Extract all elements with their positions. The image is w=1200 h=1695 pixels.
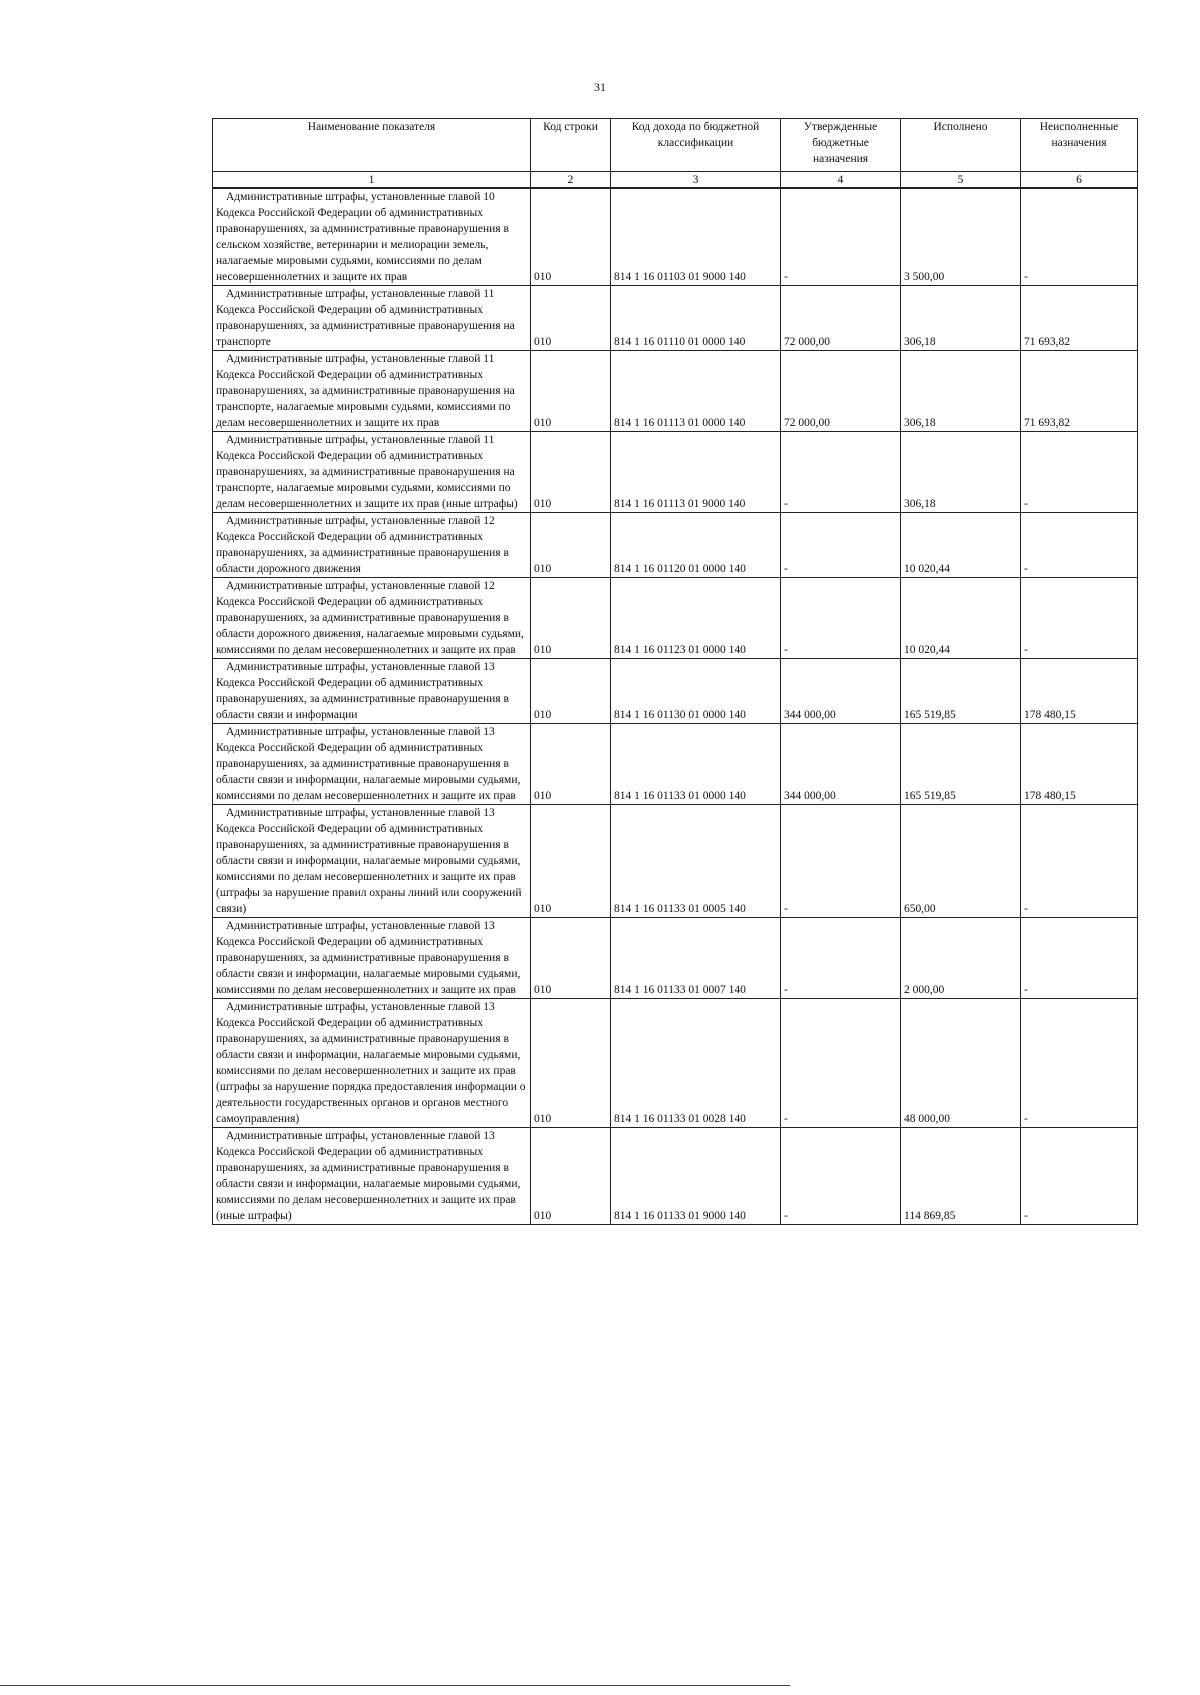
income-code: 814 1 16 01133 01 0000 140 [611,724,781,805]
header-row [213,119,1138,172]
column-number: 6 [1021,172,1138,189]
approved-amount: - [781,918,901,999]
line-code: 010 [531,805,611,918]
table-row [213,286,1138,351]
executed-amount: 48 000,00 [901,999,1021,1128]
income-code: 814 1 16 01110 01 0000 140 [611,286,781,351]
line-code: 010 [531,188,611,286]
income-code: 814 1 16 01133 01 0005 140 [611,805,781,918]
indicator-name: Административные штрафы, установленные главой 11 Кодекса Российской Федерации об административных правонарушениях, за административные правонарушения на транспорте, налагаемые мировыми судьями, комиссиями по делам несовершеннолетних и защите их прав [213,351,531,432]
indicator-name: Административные штрафы, установленные главой 13 Кодекса Российской Федерации об административных правонарушениях, за административные правонарушения в области связи и информации, налагаемые мировыми судьями, комиссиями по делам несовершеннолетних и защите их прав [213,724,531,805]
indicator-name: Административные штрафы, установленные главой 13 Кодекса Российской Федерации об административных правонарушениях, за административные правонарушения в области связи и информации [213,659,531,724]
approved-amount: 72 000,00 [781,351,901,432]
table-row [213,724,1138,805]
executed-amount: 10 020,44 [901,578,1021,659]
column-number: 3 [611,172,781,189]
indicator-name: Административные штрафы, установленные главой 12 Кодекса Российской Федерации об административных правонарушениях, за административные правонарушения в области дорожного движения [213,513,531,578]
approved-amount: - [781,432,901,513]
unexecuted-amount: 178 480,15 [1021,659,1138,724]
unexecuted-amount: - [1021,805,1138,918]
line-code: 010 [531,724,611,805]
approved-amount: - [781,805,901,918]
column-number: 1 [213,172,531,189]
income-code: 814 1 16 01133 01 9000 140 [611,1128,781,1225]
approved-amount: 72 000,00 [781,286,901,351]
income-code: 814 1 16 01113 01 0000 140 [611,351,781,432]
executed-amount: 165 519,85 [901,659,1021,724]
income-code: 814 1 16 01103 01 9000 140 [611,188,781,286]
executed-amount: 650,00 [901,805,1021,918]
unexecuted-amount: 71 693,82 [1021,351,1138,432]
indicator-name: Административные штрафы, установленные главой 13 Кодекса Российской Федерации об административных правонарушениях, за административные правонарушения в области связи и информации, налагаемые мировыми судьями, комиссиями по делам несовершеннолетних и защите их прав (штрафы за нарушение правил охраны линий или сооружений связи) [213,805,531,918]
executed-amount: 3 500,00 [901,188,1021,286]
unexecuted-amount: - [1021,999,1138,1128]
approved-amount: 344 000,00 [781,659,901,724]
unexecuted-amount: - [1021,432,1138,513]
table-row [213,805,1138,918]
column-number: 4 [781,172,901,189]
page-bottom-rule [0,1685,790,1686]
income-code: 814 1 16 01123 01 0000 140 [611,578,781,659]
income-code: 814 1 16 01130 01 0000 140 [611,659,781,724]
approved-amount: - [781,1128,901,1225]
header-line-code: Код строки [531,119,611,172]
indicator-name: Административные штрафы, установленные главой 11 Кодекса Российской Федерации об административных правонарушениях, за административные правонарушения на транспорте, налагаемые мировыми судьями, комиссиями по делам несовершеннолетних и защите их прав (иные штрафы) [213,432,531,513]
unexecuted-amount: 178 480,15 [1021,724,1138,805]
header-income-code: Код дохода по бюджетной классификации [611,119,781,172]
approved-amount: - [781,513,901,578]
header-approved: Утвержденные бюджетные назначения [781,119,901,172]
executed-amount: 306,18 [901,432,1021,513]
executed-amount: 165 519,85 [901,724,1021,805]
table-row [213,578,1138,659]
header-unexecuted: Неисполненные назначения [1021,119,1138,172]
executed-amount: 114 869,85 [901,1128,1021,1225]
income-code: 814 1 16 01133 01 0028 140 [611,999,781,1128]
unexecuted-amount: - [1021,188,1138,286]
indicator-name: Административные штрафы, установленные главой 11 Кодекса Российской Федерации об административных правонарушениях, за административные правонарушения на транспорте [213,286,531,351]
line-code: 010 [531,1128,611,1225]
income-code: 814 1 16 01120 01 0000 140 [611,513,781,578]
indicator-name: Административные штрафы, установленные главой 10 Кодекса Российской Федерации об административных правонарушениях, за административные правонарушения в сельском хозяйстве, ветеринарии и мелиорации земель, налагаемые мировыми судьями, комиссиями по делам несовершеннолетних и защите их прав [213,188,531,286]
income-code: 814 1 16 01113 01 9000 140 [611,432,781,513]
line-code: 010 [531,659,611,724]
unexecuted-amount: - [1021,1128,1138,1225]
executed-amount: 10 020,44 [901,513,1021,578]
line-code: 010 [531,578,611,659]
budget-income-table [212,118,1138,1225]
column-number: 2 [531,172,611,189]
line-code: 010 [531,432,611,513]
line-code: 010 [531,286,611,351]
column-number: 5 [901,172,1021,189]
indicator-name: Административные штрафы, установленные главой 13 Кодекса Российской Федерации об административных правонарушениях, за административные правонарушения в области связи и информации, налагаемые мировыми судьями, комиссиями по делам несовершеннолетних и защите их прав (штрафы за нарушение порядка предоставления информации о деятельности государственных органов и органов местного самоуправления) [213,999,531,1128]
unexecuted-amount: 71 693,82 [1021,286,1138,351]
line-code: 010 [531,351,611,432]
column-number-row [213,172,1138,189]
table-row [213,999,1138,1128]
table-row [213,659,1138,724]
line-code: 010 [531,918,611,999]
table-row [213,1128,1138,1225]
approved-amount: 344 000,00 [781,724,901,805]
approved-amount: - [781,999,901,1128]
line-code: 010 [531,513,611,578]
approved-amount: - [781,578,901,659]
table-row [213,351,1138,432]
unexecuted-amount: - [1021,513,1138,578]
header-indicator-name: Наименование показателя [213,119,531,172]
income-code: 814 1 16 01133 01 0007 140 [611,918,781,999]
line-code: 010 [531,999,611,1128]
header-executed: Исполнено [901,119,1021,172]
unexecuted-amount: - [1021,918,1138,999]
indicator-name: Административные штрафы, установленные главой 13 Кодекса Российской Федерации об административных правонарушениях, за административные правонарушения в области связи и информации, налагаемые мировыми судьями, комиссиями по делам несовершеннолетних и защите их прав [213,918,531,999]
executed-amount: 2 000,00 [901,918,1021,999]
table-row [213,918,1138,999]
indicator-name: Административные штрафы, установленные главой 12 Кодекса Российской Федерации об административных правонарушениях, за административные правонарушения в области дорожного движения, налагаемые мировыми судьями, комиссиями по делам несовершеннолетних и защите их прав [213,578,531,659]
page-number: 31 [594,80,606,94]
table-row [213,432,1138,513]
executed-amount: 306,18 [901,351,1021,432]
unexecuted-amount: - [1021,578,1138,659]
table-row [213,513,1138,578]
table-row [213,188,1138,286]
indicator-name: Административные штрафы, установленные главой 13 Кодекса Российской Федерации об административных правонарушениях, за административные правонарушения в области связи и информации, налагаемые мировыми судьями, комиссиями по делам несовершеннолетних и защите их прав (иные штрафы) [213,1128,531,1225]
executed-amount: 306,18 [901,286,1021,351]
approved-amount: - [781,188,901,286]
